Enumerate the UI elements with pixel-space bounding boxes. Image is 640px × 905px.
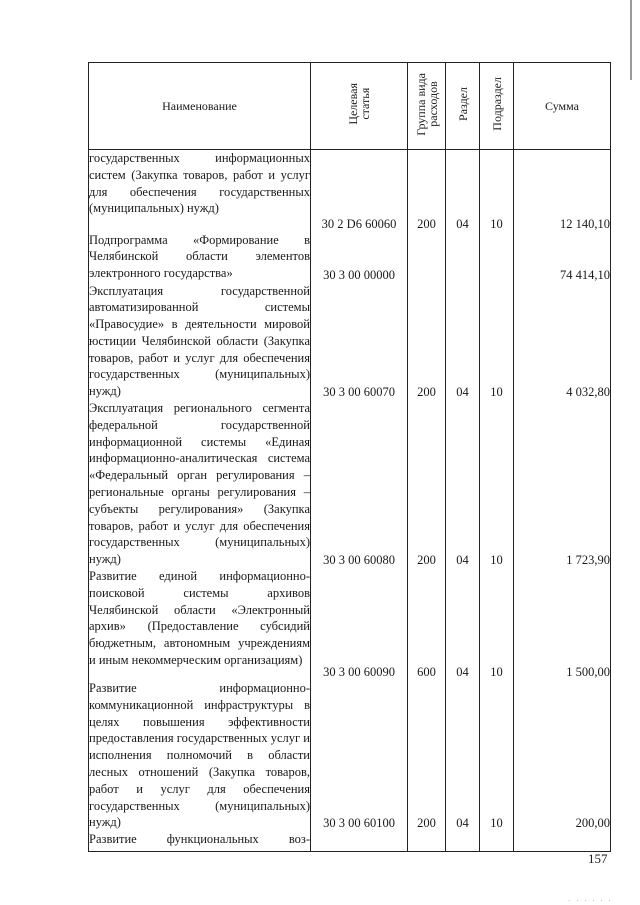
header-subsection: Подраздел	[480, 63, 514, 150]
row-sum: 1 500,00	[514, 568, 611, 680]
row-subsection	[480, 232, 514, 283]
row-target-code: 30 3 00 60070	[311, 283, 408, 401]
scan-footer-mark: · · · · · ·	[568, 897, 613, 905]
row-subsection: 10	[480, 283, 514, 401]
row-target-code: 30 3 00 00000	[311, 232, 408, 283]
row-subsection: 10	[480, 150, 514, 232]
row-subsection	[480, 831, 514, 851]
row-subsection: 10	[480, 400, 514, 568]
row-name: Эксплуатация государственной автоматизированной системы «Правосудие» в деятельности мировой юстиции Челябинской области (Закупка товаров, работ и услуг для обеспечения государственных (муниципальных) нужд)	[89, 283, 310, 399]
table-row	[89, 150, 611, 232]
header-expense-group	[408, 63, 446, 150]
row-expense-group: 200	[408, 150, 446, 232]
row-target-code: 30 2 D6 60060	[311, 150, 408, 232]
row-section	[446, 232, 480, 283]
row-target-code	[311, 831, 408, 851]
row-section	[446, 831, 480, 851]
row-section: 04	[446, 283, 480, 401]
row-sum: 12 140,10	[514, 150, 611, 232]
header-group-line1: Группа вида	[413, 72, 428, 136]
page-number: 157	[588, 851, 608, 866]
row-sum: 4 032,80	[514, 283, 611, 401]
header-target-line2: статья	[358, 88, 372, 120]
row-sum	[514, 831, 611, 851]
table-row	[89, 831, 611, 851]
row-expense-group: 200	[408, 680, 446, 831]
header-sum: Сумма	[514, 63, 611, 150]
table-header-row	[89, 63, 611, 150]
table-row	[89, 400, 611, 568]
row-expense-group: 600	[408, 568, 446, 680]
header-name: Наименование	[89, 63, 311, 150]
row-name: Развитие функциональных воз-	[89, 831, 311, 851]
row-section: 04	[446, 150, 480, 232]
header-group-line2: расходов	[425, 81, 440, 127]
row-expense-group	[408, 232, 446, 283]
header-target-line1: Целевая	[346, 83, 360, 125]
table-row	[89, 680, 611, 831]
row-subsection: 10	[480, 568, 514, 680]
table-row	[89, 232, 611, 283]
row-expense-group	[408, 831, 446, 851]
row-target-code: 30 3 00 60080	[311, 400, 408, 568]
row-name: государственных информационных систем (Закупка товаров, работ и услуг для обеспечения государственных (муниципальных) нужд)	[89, 150, 311, 232]
row-name: Эксплуатация регионального сегмента федеральной государственной информационной системы «Единая информационно-аналитическая система «Федеральный орган регулирования – региональные органы регулирования – субъекты регулирования» (Закупка товаров, работ и услуг для обеспечения государственных (муниципальных) нужд)	[89, 401, 310, 567]
row-name: Развитие единой информационно-поисковой системы архивов Челябинской области «Электронный архив» (Предоставление субсидий бюджетным, автономным учреждениям и иным некоммерческим организациям)	[89, 568, 311, 680]
row-section: 04	[446, 568, 480, 680]
scan-edge-line	[630, 0, 632, 80]
row-expense-group: 200	[408, 400, 446, 568]
row-target-code: 30 3 00 60100	[311, 680, 408, 831]
row-name: Развитие информационно-коммуникационной инфраструктуры в целях повышения эффективности предоставления государственных услуг и исполнения полномочий в области лесных отношений (Закупка товаров, работ и услуг для обеспечения государственных (муниципальных) нужд)	[89, 681, 310, 830]
row-sum: 74 414,10	[514, 232, 611, 283]
table-row	[89, 568, 611, 680]
budget-table	[88, 62, 611, 852]
table-row	[89, 283, 611, 401]
header-section: Раздел	[446, 63, 480, 150]
row-subsection: 10	[480, 680, 514, 831]
row-section: 04	[446, 400, 480, 568]
row-sum: 1 723,90	[514, 400, 611, 568]
row-sum: 200,00	[514, 680, 611, 831]
row-expense-group: 200	[408, 283, 446, 401]
row-target-code: 30 3 00 60090	[311, 568, 408, 680]
row-name: Подпрограмма «Формирование в Челябинской области элементов электронного государства»	[89, 232, 311, 283]
header-target-article	[311, 63, 408, 150]
row-section: 04	[446, 680, 480, 831]
